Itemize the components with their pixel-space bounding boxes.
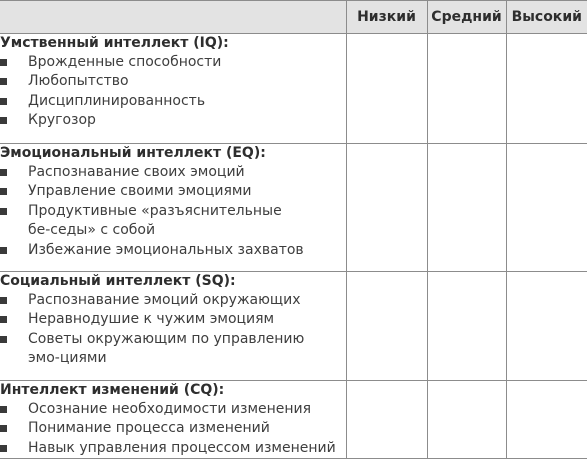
table-row [0, 34, 587, 144]
square-bullet-icon [0, 98, 7, 105]
score-cell-low[interactable] [346, 272, 427, 381]
group-items [0, 163, 346, 260]
group-title: Социальный интеллект (SQ): [0, 273, 236, 289]
square-bullet-icon [0, 297, 7, 304]
square-bullet-icon [0, 425, 7, 432]
item-text: Управление своими эмоциями [28, 183, 252, 200]
list-item [0, 419, 346, 438]
item-text: Распознавание эмоций окружающих [28, 292, 301, 308]
score-cell-medium[interactable] [427, 144, 506, 272]
list-item [0, 53, 346, 72]
group-items [0, 53, 346, 131]
table-row [0, 144, 587, 272]
group-title: Умственный интеллект (IQ): [0, 35, 229, 51]
item-text: Неравнодушие к чужим эмоциям [28, 311, 275, 328]
score-cell-medium[interactable] [427, 34, 506, 144]
list-item [0, 310, 346, 329]
square-bullet-icon [0, 169, 7, 176]
item-text: Дисциплинированность [28, 92, 206, 109]
item-text: Избежание эмоциональных захватов [28, 241, 304, 258]
list-item [0, 241, 346, 260]
score-cell-medium[interactable] [427, 272, 506, 381]
square-bullet-icon [0, 78, 7, 85]
score-cell-low[interactable] [346, 381, 427, 459]
square-bullet-icon [0, 117, 7, 124]
group-title: Эмоциональный интеллект (EQ): [0, 145, 266, 161]
square-bullet-icon [0, 59, 7, 66]
score-cell-high[interactable] [506, 272, 587, 381]
score-cell-low[interactable] [346, 144, 427, 272]
list-item [0, 72, 346, 91]
list-item [0, 182, 346, 201]
square-bullet-icon [0, 445, 7, 452]
item-text: Врожденные способности [28, 54, 222, 70]
item-text: Навык управления процессом изменений [28, 439, 336, 456]
item-text: Распознавание своих эмоций [28, 164, 245, 180]
list-item [0, 330, 346, 369]
group-eq [0, 144, 346, 272]
item-text: Советы окружающим по управлению эмо-циями [28, 330, 305, 367]
list-item [0, 439, 346, 458]
score-cell-low[interactable] [346, 34, 427, 144]
list-item [0, 291, 346, 310]
square-bullet-icon [0, 188, 7, 195]
score-cell-medium[interactable] [427, 381, 506, 459]
table-row [0, 381, 587, 459]
square-bullet-icon [0, 208, 7, 215]
item-text: Понимание процесса изменений [28, 420, 270, 437]
list-item [0, 92, 346, 111]
square-bullet-icon [0, 406, 7, 413]
header-medium: Средний [427, 1, 506, 34]
group-cq [0, 381, 346, 459]
header-row [0, 1, 587, 34]
square-bullet-icon [0, 316, 7, 323]
list-item [0, 111, 346, 130]
group-sq [0, 272, 346, 381]
list-item [0, 202, 346, 241]
group-items [0, 400, 346, 458]
header-low: Низкий [346, 1, 427, 34]
group-items [0, 291, 346, 369]
header-blank-cell [0, 1, 346, 34]
group-iq [0, 34, 346, 144]
group-title: Интеллект изменений (CQ): [0, 382, 225, 398]
item-text: Любопытство [28, 73, 129, 90]
score-cell-high[interactable] [506, 34, 587, 144]
item-text: Кругозор [28, 112, 96, 129]
score-cell-high[interactable] [506, 144, 587, 272]
table-row [0, 272, 587, 381]
list-item [0, 163, 346, 182]
score-cell-high[interactable] [506, 381, 587, 459]
item-text: Продуктивные «разъяснительные бе-седы» с собой [28, 202, 282, 239]
header-high: Высокий [506, 1, 587, 34]
item-text: Осознание необходимости изменения [28, 401, 312, 417]
list-item [0, 400, 346, 419]
square-bullet-icon [0, 336, 7, 343]
square-bullet-icon [0, 247, 7, 254]
